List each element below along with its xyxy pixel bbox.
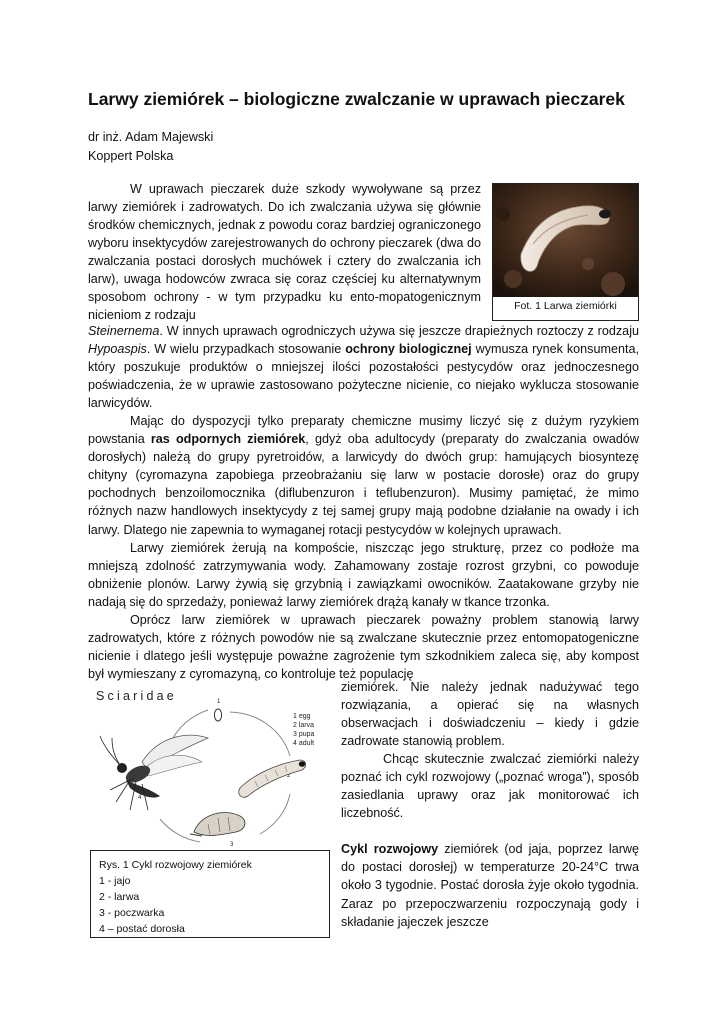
paragraph-6: Cykl rozwojowy ziemiórek (od jaja, poprzez larwę do postaci dorosłej) w temperaturze 20-24°C trwa około 3 tygodnie. Postać dorosła żyje około tygodnia. Zaraz po przepoczwarzeniu rozpoczynają gody i składanie jajeczek jeszcze bbox=[341, 842, 639, 929]
legend-egg: 1 egg bbox=[293, 713, 311, 720]
lifecycle-figure bbox=[90, 684, 330, 850]
paragraph-1-continued: Steinernema. W innych uprawach ogrodniczych używa się jeszcze drapieżnych roztoczy z rodzaju Hypoaspis. W wielu przypadkach stosowanie ochrony biologicznej wymusza rynek konsumenta, który poszukuje produktów o mniejszej ilości pozostałości pestycydów oraz jednoczesnego poświadczenia, że w uprawie zastosowano pożyteczne nicienie, co niejako wyklucza stosowanie larwicydów. bbox=[88, 324, 639, 411]
pupa-icon bbox=[190, 813, 245, 836]
genus-hypoaspis: Hypoaspis bbox=[88, 342, 147, 357]
legend-pupa: 3 pupa bbox=[293, 731, 315, 738]
larva-photo bbox=[493, 184, 638, 297]
main-text-block bbox=[88, 322, 639, 683]
author-name: dr inż. Adam Majewski bbox=[88, 130, 214, 144]
figure-caption-title: Rys. 1 Cykl rozwojowy ziemiórek bbox=[99, 859, 252, 871]
paragraph-2: Mając do dyspozycji tylko preparaty chemiczne musimy liczyć się z dużym ryzykiem powstania ras odpornych ziemiórek, gdyż oba adultocydy (preparaty do zwalczania owadów dorosłych) należą do grupy pyretroidów, a larwicydy do dwóch grup: hamujących biosyntezę chityny (cyromazyna zapobiega przeobrażaniu się larw w postacie dorosłe) oraz do grupy pochodnych benzoilomocznika (diflubenzuron i teflubenzuron). Musimy pamiętać, że mimo różnych nazw handlowych insektycydy z tej samej grupy mają podobne działanie na owady i ich larwy. Dlatego nie zapewnia to wymaganej rotacji pestycydów w kolejnych uprawach. bbox=[88, 414, 639, 537]
figure-num-2: 2 bbox=[287, 773, 291, 779]
figure-caption-item: 1 - jajo bbox=[99, 875, 131, 887]
author-block bbox=[88, 128, 213, 166]
egg-icon bbox=[214, 709, 221, 721]
figure-legend bbox=[293, 713, 315, 747]
emphasis-biological-protection: ochrony biologicznej bbox=[345, 342, 472, 357]
figure-family-label: Sciaridae bbox=[96, 689, 177, 703]
document-title: Larwy ziemiórek – biologiczne zwalczanie w uprawach pieczarek bbox=[88, 89, 625, 109]
paragraph-5: Chcąc skutecznie zwalczać ziemiórki należy poznać ich cykl rozwojowy („poznać wroga”), sposób zasiedlania uprawy oraz jak monitorować ich liczebność. bbox=[341, 752, 639, 821]
figure-caption-box bbox=[90, 850, 330, 938]
right-column-text bbox=[341, 678, 639, 931]
figure-num-4: 4 bbox=[138, 795, 142, 801]
larva-photo-frame bbox=[492, 183, 639, 321]
figure-caption-item: 2 - larwa bbox=[99, 891, 140, 903]
paragraph-4-continued: ziemiórek. Nie należy jednak nadużywać tego rozwiązania, a opierać się na własnych obserwacjach i doświadczeniu – kiedy i gdzie zadrowate stanowią problem. bbox=[341, 680, 639, 749]
photo-caption: Fot. 1 Larwa ziemiórki bbox=[514, 300, 617, 312]
emphasis-life-cycle: Cykl rozwojowy bbox=[341, 842, 439, 857]
emphasis-resistant-strains: ras odpornych ziemiórek bbox=[150, 432, 306, 447]
paragraph-1-text: W uprawach pieczarek duże szkody wywoływane są przez larwy ziemiórek i zadrowatych. Do ich zwalczania używa się głównie środków chemicznych, jednak z powodu coraz bardziej ograniczonego wyboru insektycydów zarejestrowanych do ochrony pieczarek (dwa do zwalczania postaci dorosłych muchówek i cztery do zwalczania ich larw), uwaga hodowców zwraca się coraz częściej ku alternatywnym sposobom ochrony - w tym przypadku ku ento-mopatogenicznym nicieniom z rodzaju bbox=[88, 182, 481, 323]
figure-caption-item: 3 - poczwarka bbox=[99, 907, 165, 919]
figure-num-1: 1 bbox=[217, 699, 221, 705]
larva-icon bbox=[239, 760, 306, 797]
legend-larva: 2 larva bbox=[293, 722, 315, 729]
legend-adult: 4 adult bbox=[293, 740, 315, 747]
author-company: Koppert Polska bbox=[88, 149, 174, 163]
paragraph-3: Larwy ziemiórek żerują na kompoście, niszcząc jego strukturę, przez co podłoże ma mniejszą zdolność zatrzymywania wody. Zahamowany zostaje rozrost grzybni, co powoduje obniżenie plonów. Larwy żywią się grzybnią i zawiązkami owocników. Zaatakowane grzyby nie nadają się do sprzedaży, ponieważ larwy ziemiórek drążą kanały w tkance trzonka. bbox=[88, 540, 639, 609]
adult-fly-icon bbox=[100, 735, 208, 810]
paragraph-1-top bbox=[88, 180, 481, 324]
figure-num-3: 3 bbox=[230, 842, 234, 848]
paragraph-4: Oprócz larw ziemiórek w uprawach pieczarek poważny problem stanowią larwy zadrowatych, które z różnych powodów nie są zwalczane skutecznie przez entomopatogeniczne nicienie i dlatego jeśli występuje poważne zagrożenie tym szkodnikiem zaleca się, aby kompost był wymieszany z cyromazyną, co kontroluje też populację bbox=[88, 612, 639, 681]
figure-caption-item: 4 – postać dorosła bbox=[99, 923, 185, 935]
genus-steinernema: Steinernema bbox=[88, 324, 160, 338]
